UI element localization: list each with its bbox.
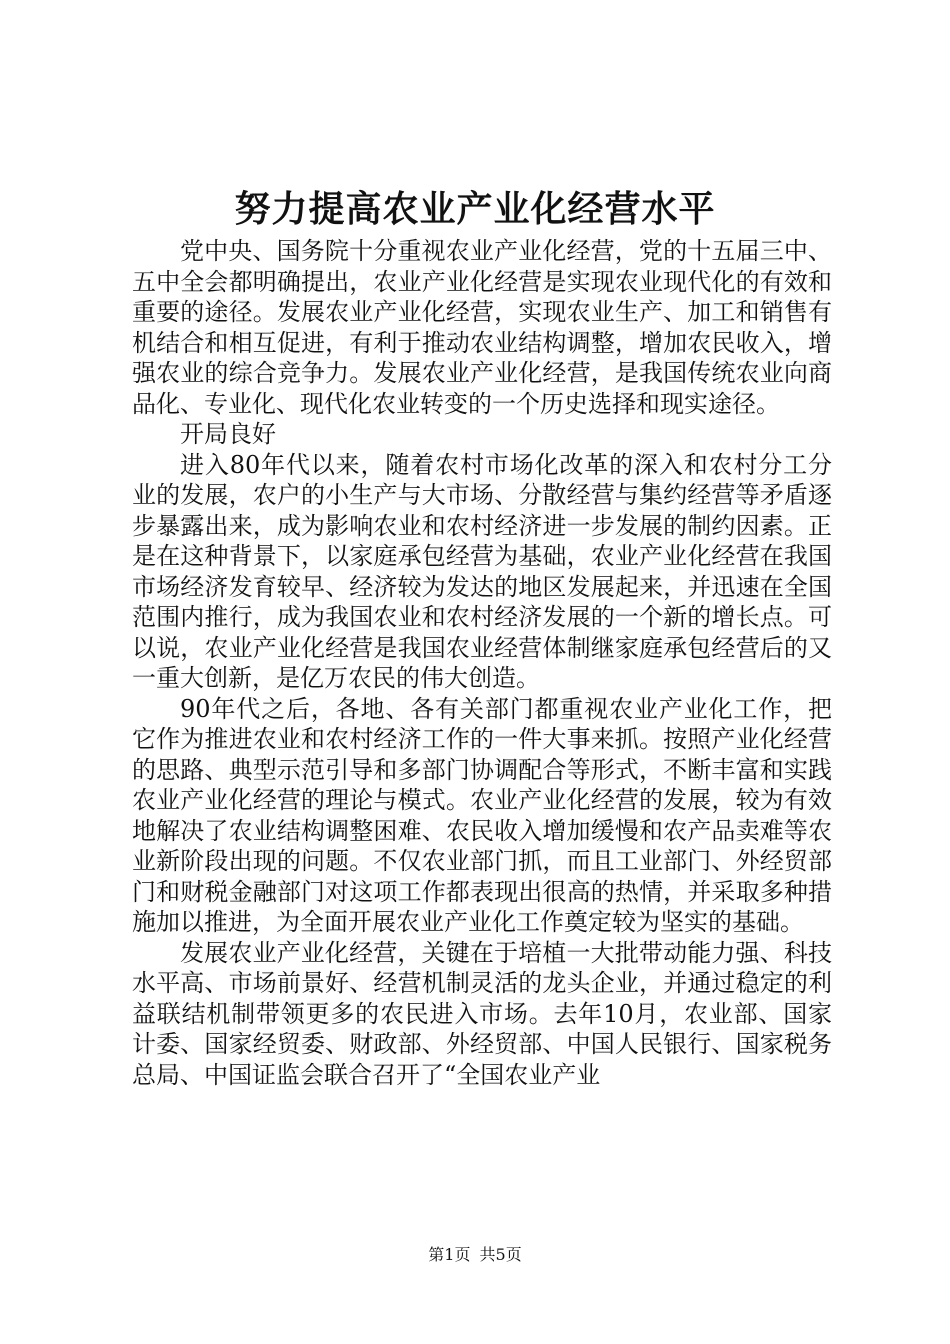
page-number: 第1页 <box>428 1245 471 1264</box>
page-total: 共5页 <box>479 1245 522 1264</box>
page-footer <box>0 1244 950 1266</box>
document-body <box>132 236 832 1090</box>
paragraph-leading-enterprises: 发展农业产业化经营，关键在于培植一大批带动能力强、科技水平高、市场前景好、经营机制灵活的龙头企业，并通过稳定的利益联结机制带领更多的农民进入市场。去年10月，农业部、国家计委、国家经贸委、财政部、外经贸部、中国人民银行、国家税务总局、中国证监会联合召开了“全国农业产业 <box>132 938 832 1089</box>
page-title: 努力提高农业产业化经营水平 <box>234 188 716 230</box>
paragraph-1980s: 进入80年代以来，随着农村市场化改革的深入和农村分工分业的发展，农户的小生产与大市场、分散经营与集约经营等矛盾逐步暴露出来，成为影响农业和农村经济进一步发展的制约因素。正是在这种背景下，以家庭承包经营为基础，农业产业化经营在我国市场经济发育较早、经济较为发达的地区发展起来，并迅速在全国范围内推行，成为我国农业和农村经济发展的一个新的增长点。可以说，农业产业化经营是我国农业经营体制继家庭承包经营后的又一重大创新，是亿万农民的伟大创造。 <box>132 450 832 692</box>
section-heading: 开局良好 <box>180 420 276 448</box>
paragraph-1990s: 90年代之后，各地、各有关部门都重视农业产业化工作，把它作为推进农业和农村经济工作的一件大事来抓。按照产业化经营的思路、典型示范引导和多部门协调配合等形式，不断丰富和实践农业产业化经营的理论与模式。农业产业化经营的发展，较为有效地解决了农业结构调整困难、农民收入增加缓慢和农产品卖难等农业新阶段出现的问题。不仅农业部门抓，而且工业部门、外经贸部门和财税金融部门对这项工作都表现出很高的热情，并采取多种措施加以推进，为全面开展农业产业化工作奠定较为坚实的基础。 <box>132 694 832 936</box>
paragraph-intro: 党中央、国务院十分重视农业产业化经营，党的十五届三中、五中全会都明确提出，农业产业化经营是实现农业现代化的有效和重要的途径。发展农业产业化经营，实现农业生产、加工和销售有机结合和相互促进，有利于推动农业结构调整，增加农民收入，增强农业的综合竞争力。发展农业产业化经营，是我国传统农业向商品化、专业化、现代化农业转变的一个历史选择和现实途径。 <box>132 237 832 418</box>
